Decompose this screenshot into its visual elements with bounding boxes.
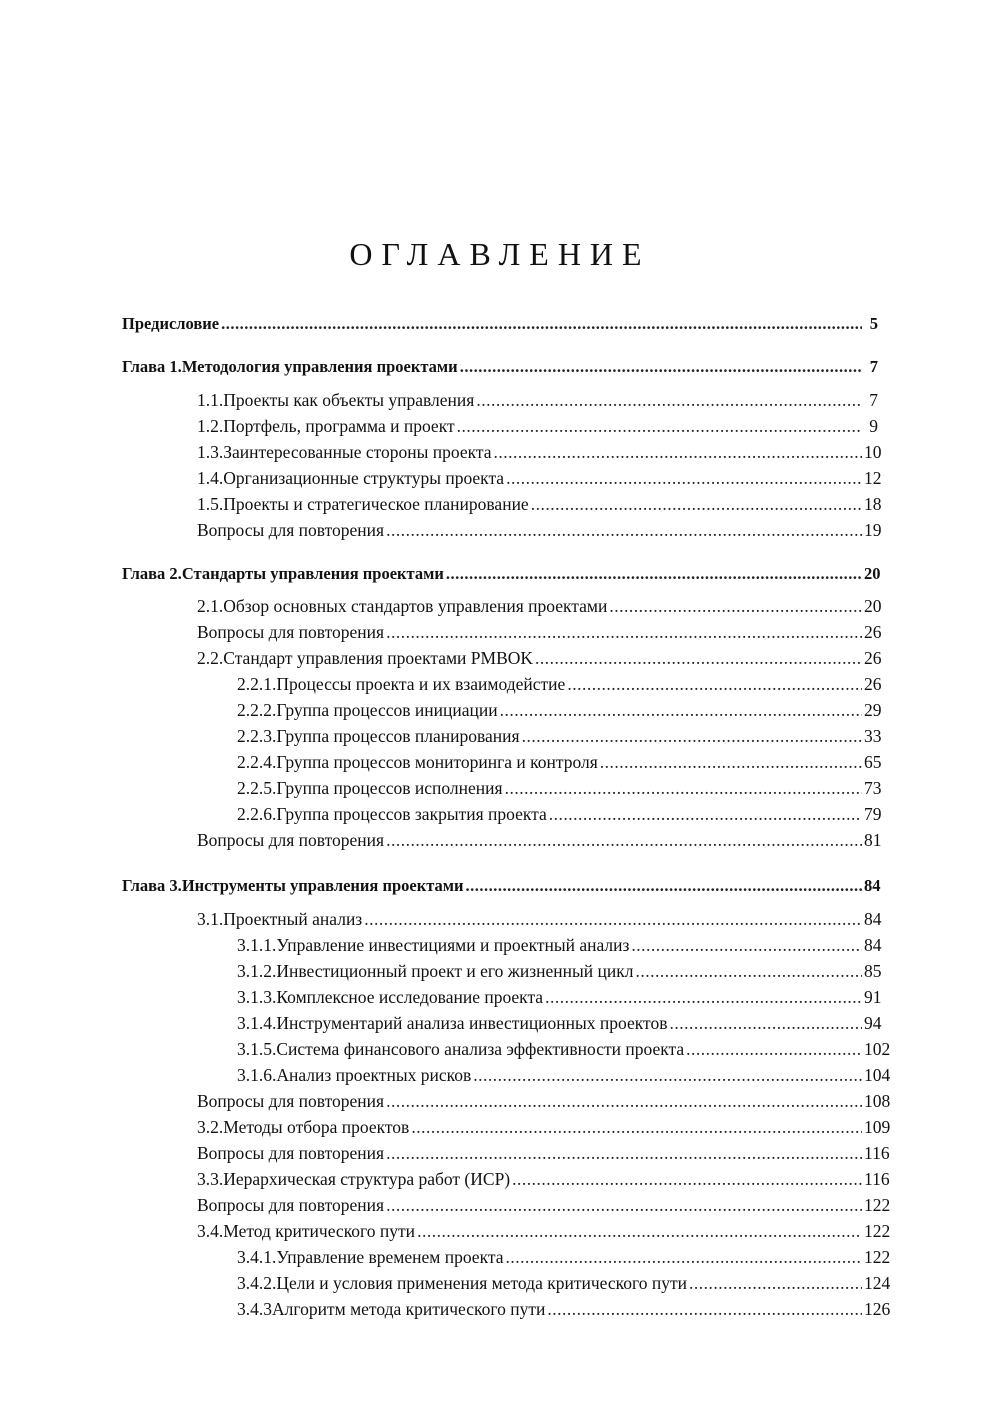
toc-entry-page: 116 xyxy=(864,1169,890,1189)
dot-leader xyxy=(446,562,862,586)
dot-leader xyxy=(417,1219,862,1243)
toc-entry-number: 3.3. xyxy=(197,1169,224,1189)
toc-entry-label: Организационные структуры проекта xyxy=(223,468,505,488)
toc-entry-number: 2.2.4. xyxy=(237,752,277,772)
toc-entry[interactable] xyxy=(197,518,882,542)
toc-entry-page: 126 xyxy=(864,1299,891,1319)
toc-entry-label: Портфель, программа и проект xyxy=(223,416,455,436)
toc-entry-number: 1.3. xyxy=(197,442,224,462)
dot-leader xyxy=(411,1115,862,1139)
toc-entry[interactable] xyxy=(197,907,882,931)
dot-leader xyxy=(609,594,862,618)
dot-leader xyxy=(635,959,862,983)
dot-leader xyxy=(549,802,862,826)
dot-leader xyxy=(522,724,862,748)
dot-leader xyxy=(494,440,862,464)
toc-entry-page: 5 xyxy=(869,314,878,333)
toc-entry-page: 7 xyxy=(869,390,878,410)
toc-entry[interactable] xyxy=(197,1193,891,1217)
toc-entry-page: 65 xyxy=(864,752,882,772)
toc-entry-number: 1.2. xyxy=(197,416,224,436)
toc-entry[interactable] xyxy=(237,750,882,774)
toc-entry-number: 3.2. xyxy=(197,1117,224,1137)
toc-entry-label: Алгоритм метода критического пути xyxy=(272,1299,546,1319)
toc-entry-page: 10 xyxy=(864,442,882,462)
toc-entry[interactable] xyxy=(197,388,878,412)
toc-entry[interactable] xyxy=(197,594,882,618)
toc-entry-label: Система финансового анализа эффективности проекта xyxy=(276,1039,685,1059)
dot-leader xyxy=(500,698,862,722)
toc-entry-label: Проекты и стратегическое планирование xyxy=(223,494,529,514)
toc-entry[interactable] xyxy=(197,466,882,490)
toc-entry-label: Вопросы для повторения xyxy=(197,1195,385,1215)
toc-entry-label: Группа процессов исполнения xyxy=(276,778,503,798)
toc-entry-page: 122 xyxy=(864,1195,891,1215)
toc-entry-page: 9 xyxy=(869,416,878,436)
toc-entry[interactable] xyxy=(197,1115,891,1139)
toc-entry[interactable] xyxy=(197,414,878,438)
toc-entry-label: Предисловие xyxy=(122,314,220,333)
toc-entry[interactable] xyxy=(122,312,878,336)
toc-entry-label: Метод критического пути xyxy=(223,1221,416,1241)
dot-leader xyxy=(505,776,862,800)
toc-entry-number: 2.2. xyxy=(197,648,224,668)
toc-entry[interactable] xyxy=(237,1011,882,1035)
toc-entry-label: Методы отбора проектов xyxy=(223,1117,410,1137)
toc-entry[interactable] xyxy=(197,440,882,464)
toc-entry-page: 19 xyxy=(864,520,882,540)
toc-entry-label: Вопросы для повторения xyxy=(197,1143,385,1163)
toc-entry-page: 79 xyxy=(864,804,882,824)
dot-leader xyxy=(512,1167,862,1191)
dot-leader xyxy=(386,518,862,542)
toc-entry-number: 3.1.5. xyxy=(237,1039,277,1059)
toc-entry-page: 26 xyxy=(864,674,882,694)
toc-entry-number: 1.5. xyxy=(197,494,224,514)
toc-entry-page: 104 xyxy=(864,1065,891,1085)
toc-entry-label: Обзор основных стандартов управления проектами xyxy=(223,596,608,616)
toc-entry[interactable] xyxy=(197,1167,890,1191)
toc-entry-page: 81 xyxy=(864,830,882,850)
toc-entry[interactable] xyxy=(197,1141,890,1165)
dot-leader xyxy=(386,620,862,644)
dot-leader xyxy=(466,874,862,898)
toc-entry-page: 116 xyxy=(864,1143,890,1163)
toc-entry[interactable] xyxy=(237,672,882,696)
toc-entry[interactable] xyxy=(237,1037,891,1061)
toc-entry[interactable] xyxy=(237,698,882,722)
toc-entry-label: Цели и условия применения метода критического пути xyxy=(276,1273,687,1293)
dot-leader xyxy=(689,1271,862,1295)
toc-entry-page: 84 xyxy=(864,935,882,955)
toc-entry-label: Управление инвестициями и проектный анализ xyxy=(276,935,630,955)
toc-entry[interactable] xyxy=(237,802,882,826)
toc-entry[interactable] xyxy=(197,492,882,516)
toc-entry-page: 124 xyxy=(864,1273,891,1293)
dot-leader xyxy=(669,1011,862,1035)
toc-entry-number: 2.2.2. xyxy=(237,700,277,720)
toc-entry[interactable] xyxy=(237,776,882,800)
toc-entry-number: 3.4. xyxy=(197,1221,224,1241)
page-title: ОГЛАВЛЕНИЕ xyxy=(349,236,651,272)
toc-entry-number: 3.1.2. xyxy=(237,961,277,981)
toc-entry-label: Группа процессов закрытия проекта xyxy=(276,804,547,824)
toc-entry-label: Инструменты управления проектами xyxy=(181,876,464,895)
toc-entry-number: Глава 2. xyxy=(122,564,182,583)
dot-leader xyxy=(686,1037,862,1061)
toc-entry-page: 7 xyxy=(869,357,878,376)
dot-leader xyxy=(545,985,862,1009)
dot-leader xyxy=(567,672,862,696)
toc-entry-label: Проекты как объекты управления xyxy=(223,390,475,410)
toc-entry-label: Стандарты управления проектами xyxy=(181,564,444,583)
dot-leader xyxy=(473,1063,862,1087)
toc-entry-page: 26 xyxy=(864,648,882,668)
toc-entry-page: 122 xyxy=(864,1221,891,1241)
toc-entry[interactable] xyxy=(237,724,882,748)
toc-entry-number: 2.2.1. xyxy=(237,674,277,694)
toc-entry[interactable] xyxy=(237,985,882,1009)
toc-entry-page: 122 xyxy=(864,1247,891,1267)
toc-entry-label: Управление временем проекта xyxy=(276,1247,504,1267)
toc-entry-label: Заинтересованные стороны проекта xyxy=(223,442,492,462)
toc-entry-label: Инструментарий анализа инвестиционных проектов xyxy=(276,1013,668,1033)
toc-entry[interactable] xyxy=(237,1245,891,1269)
toc-entry[interactable] xyxy=(237,1297,891,1321)
toc-entry-number: 3.1.4. xyxy=(237,1013,277,1033)
dot-leader xyxy=(631,933,862,957)
toc-entry-number: 2.2.6. xyxy=(237,804,277,824)
toc-entry-page: 94 xyxy=(864,1013,882,1033)
toc-entry-number: 2.1. xyxy=(197,596,224,616)
toc-entry-label: Проектный анализ xyxy=(223,909,363,929)
toc-entry-label: Методология управления проектами xyxy=(181,357,458,376)
toc-entry-label: Стандарт управления проектами PMBOK xyxy=(223,648,534,668)
toc-entry[interactable] xyxy=(197,620,882,644)
toc-entry-label: Вопросы для повторения xyxy=(197,1091,385,1111)
toc-entry-number: 3.4.1. xyxy=(237,1247,277,1267)
toc-entry[interactable] xyxy=(237,933,882,957)
dot-leader xyxy=(476,388,862,412)
toc-chapter[interactable] xyxy=(122,355,878,379)
toc-entry-number: 1.4. xyxy=(197,468,224,488)
toc-entry-label: Группа процессов планирования xyxy=(276,726,520,746)
toc-entry-number: 3.1. xyxy=(197,909,224,929)
toc-entry-page: 84 xyxy=(864,876,881,895)
toc-entry-number: 1.1. xyxy=(197,390,224,410)
toc-entry-page: 18 xyxy=(864,494,882,514)
toc-entry-label: Вопросы для повторения xyxy=(197,830,385,850)
dot-leader xyxy=(386,1193,862,1217)
toc-entry-label: Группа процессов инициации xyxy=(276,700,498,720)
toc-entry-page: 109 xyxy=(864,1117,891,1137)
toc-entry-page: 108 xyxy=(864,1091,891,1111)
toc-entry-label: Комплексное исследование проекта xyxy=(276,987,544,1007)
toc-entry-number: 3.1.6. xyxy=(237,1065,277,1085)
dot-leader xyxy=(364,907,862,931)
dot-leader xyxy=(386,1141,862,1165)
toc-entry-label: Иерархическая структура работ (ИСР) xyxy=(223,1169,511,1189)
dot-leader xyxy=(535,646,862,670)
dot-leader xyxy=(506,466,862,490)
toc-entry-number: 2.2.5. xyxy=(237,778,277,798)
toc-entry-page: 26 xyxy=(864,622,882,642)
dot-leader xyxy=(505,1245,862,1269)
toc-entry-page: 73 xyxy=(864,778,882,798)
toc-entry-page: 20 xyxy=(864,596,882,616)
toc-entry-number: 3.1.1. xyxy=(237,935,277,955)
toc-entry-label: Группа процессов мониторинга и контроля xyxy=(276,752,598,772)
toc-entry-label: Анализ проектных рисков xyxy=(276,1065,472,1085)
dot-leader xyxy=(386,1089,862,1113)
toc-entry[interactable] xyxy=(197,828,882,852)
toc-entry[interactable] xyxy=(237,1063,891,1087)
toc-chapter[interactable] xyxy=(122,562,881,586)
toc-entry-page: 29 xyxy=(864,700,882,720)
toc-entry-page: 33 xyxy=(864,726,882,746)
toc-entry-label: Вопросы для повторения xyxy=(197,622,385,642)
toc-entry-number: Глава 3. xyxy=(122,876,182,895)
dot-leader xyxy=(457,414,862,438)
toc-entry-number: 2.2.3. xyxy=(237,726,277,746)
toc-entry-number: Глава 1. xyxy=(122,357,182,376)
toc-entry-page: 102 xyxy=(864,1039,891,1059)
toc-entry-page: 12 xyxy=(864,468,882,488)
toc-entry-page: 91 xyxy=(864,987,882,1007)
toc-entry-number: 3.4.2. xyxy=(237,1273,277,1293)
toc-entry[interactable] xyxy=(197,1089,891,1113)
toc-entry-number: 3.4.3 xyxy=(237,1299,272,1319)
dot-leader xyxy=(221,312,862,336)
dot-leader xyxy=(386,828,862,852)
dot-leader xyxy=(531,492,862,516)
toc-entry[interactable] xyxy=(197,1219,891,1243)
toc-entry[interactable] xyxy=(237,1271,891,1295)
toc-entry-label: Инвестиционный проект и его жизненный цикл xyxy=(276,961,634,981)
toc-entry-page: 20 xyxy=(864,564,881,583)
dot-leader xyxy=(600,750,862,774)
toc-entry[interactable] xyxy=(237,959,882,983)
toc-entry-number: 3.1.3. xyxy=(237,987,277,1007)
toc-entry-page: 85 xyxy=(864,961,882,981)
toc-chapter[interactable] xyxy=(122,874,881,898)
toc-entry-label: Процессы проекта и их взаимодейстие xyxy=(276,674,566,694)
dot-leader xyxy=(460,355,862,379)
toc-entry-label: Вопросы для повторения xyxy=(197,520,385,540)
dot-leader xyxy=(547,1297,862,1321)
toc-entry[interactable] xyxy=(197,646,882,670)
toc-entry-page: 84 xyxy=(864,909,882,929)
